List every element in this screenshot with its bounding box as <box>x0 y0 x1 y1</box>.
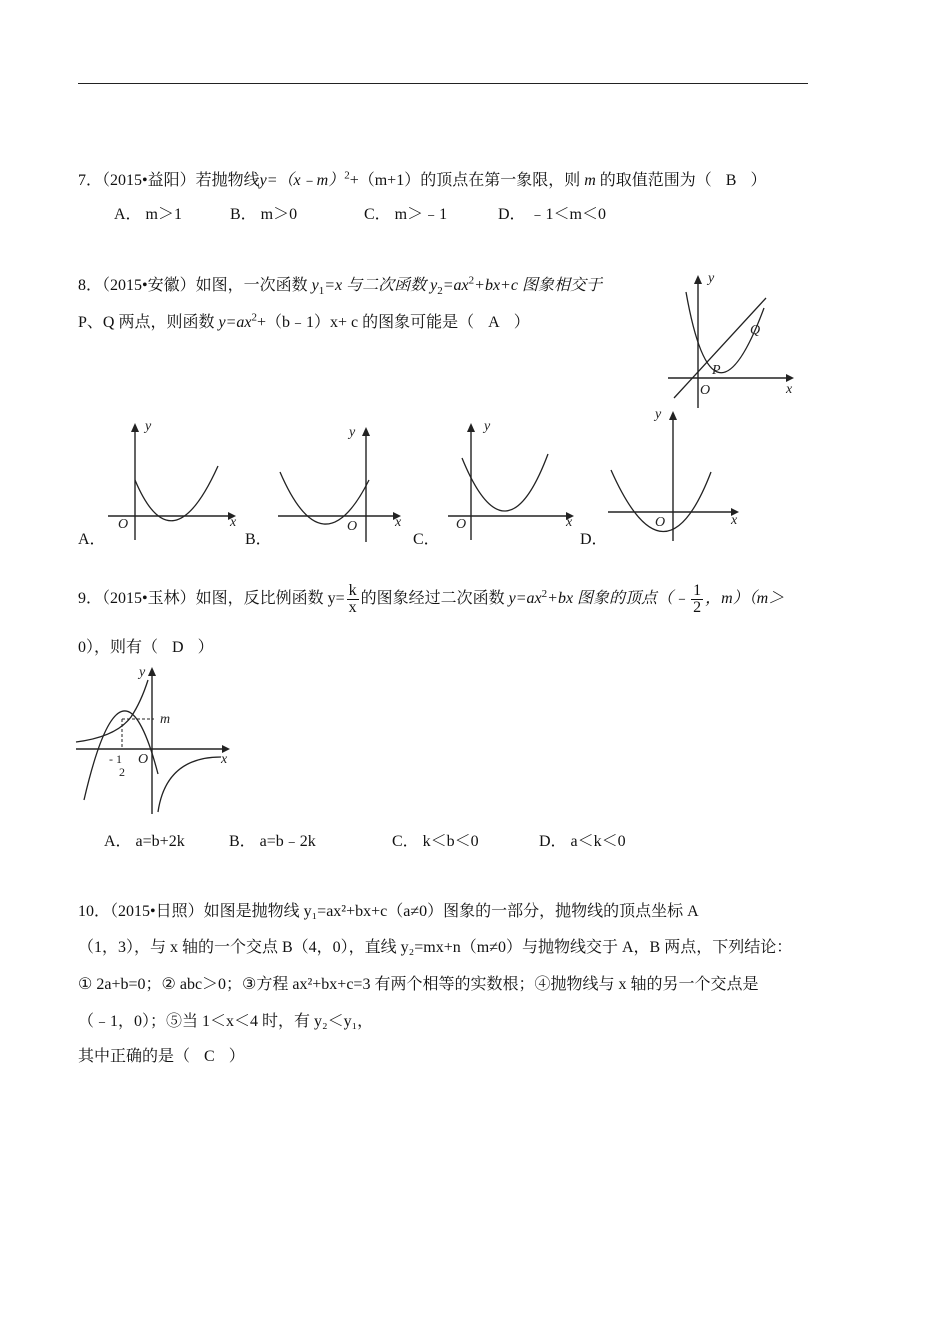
q8-stem-line2: P、Q 两点，则函数 $y=ax^2+(b﹣1)x+ c$ 的图象可能是（ A ） <box>78 311 530 331</box>
q10-line3: ① 2a+b=0；② abc＞0；③方程 ax²+bx+c=3 有两个相等的实数根；④抛物线与 x 轴的另一个交点是 <box>78 976 759 993</box>
q9-figure <box>76 662 236 817</box>
q8-graph-d-y-label: y <box>655 407 662 422</box>
q7-options <box>0 205 950 227</box>
q8-main-x-label: x <box>786 382 793 397</box>
q8-stem-line1: 8．（2015•安徽）如图，一次函数 $y_1=x$ 与二次函数 $y_2=ax^2+bx+c$ 图象相交于 <box>78 274 602 298</box>
q10-line2: （1，3），与 x 轴的一个交点 B（4，0），直线 y₂=mx+n（m≠0）与抛物线交于 A，B 两点，下列结论： <box>78 939 793 956</box>
q7-option-b: B． m＞0 <box>230 206 298 223</box>
q9-m-label: m <box>160 712 171 727</box>
q8-graph-d <box>605 406 750 546</box>
q8-option-c-label: C． <box>413 531 440 548</box>
q7-option-d: D． ﹣1＜m＜0 <box>498 206 607 223</box>
q7-option-c: C． m＞﹣1 <box>364 206 448 223</box>
q8-graph-a-x-label: x <box>230 515 237 530</box>
q8-graph-b-x-label: x <box>395 515 402 530</box>
q7-stem: 7．（2015•益阳）若抛物线y=（x﹣m）$^2$+（m+1）的顶点在第一象限，则 m 的取值范围为（ B ） <box>78 169 767 189</box>
q8-graph-a-origin-label: O <box>118 517 129 532</box>
q10-line5: 其中正确的是（ C ） <box>78 1048 245 1065</box>
q8-graph-d-x-label: x <box>731 513 738 528</box>
q9-neg-half-label: - 1 <box>109 752 122 766</box>
q9-option-c: C． k＜b＜0 <box>392 833 479 850</box>
q8-graph-c-x-label: x <box>566 515 573 530</box>
q8-main-p-label: P <box>712 363 721 378</box>
q8-graph-a <box>100 418 245 543</box>
q8-graph-b-origin-label: O <box>347 519 358 534</box>
q8-option-d-label: D． <box>580 531 608 548</box>
q9-option-d: D． a＜k＜0 <box>539 833 626 850</box>
q8-main-figure <box>668 270 803 410</box>
q9-options <box>0 832 950 854</box>
q9-option-b: B． a=b﹣2k <box>229 833 316 850</box>
q9-stem-line1: 9．（2015•玉林）如图，反比例函数 y= $\frac{k}{x}$ 的图象经过二次函数 $y=ax^2+bx$ 图象的顶点（﹣ $\frac{1}{2}$ ，m）（m＞ <box>78 582 785 616</box>
q8-graph-d-origin-label: O <box>655 515 666 530</box>
q9-fraction-half: $\frac{1}{2}$ <box>693 582 702 616</box>
q9-neg-half-denominator: 2 <box>119 765 125 779</box>
q8-graph-b <box>275 422 410 547</box>
q7-answer: B <box>725 172 737 189</box>
q10-answer: C <box>204 1048 215 1065</box>
q8-graph-b-y-label: y <box>349 425 356 440</box>
q8-graph-c-origin-label: O <box>456 517 467 532</box>
q8-graph-a-y-label: y <box>145 419 152 434</box>
q8-option-a-label: A． <box>78 531 106 548</box>
q7-option-a: A． m＞1 <box>114 206 183 223</box>
q9-option-a: A． a=b+2k <box>104 833 185 850</box>
q8-graph-c-y-label: y <box>484 419 491 434</box>
q8-answer: A <box>488 314 500 331</box>
header-rule <box>78 83 808 84</box>
q9-x-label: x <box>221 752 228 767</box>
q8-graph-c <box>440 418 580 543</box>
q8-main-q-label: Q <box>750 323 761 338</box>
q8-option-b-label: B． <box>245 531 272 548</box>
q8-main-origin-label: O <box>700 383 711 398</box>
q8-main-y-label: y <box>708 271 715 286</box>
q9-y-label: y <box>139 665 146 680</box>
q9-fraction-k-over-x: $\frac{k}{x}$ <box>348 582 357 616</box>
q10-line1: 10．（2015•日照）如图是抛物线 y₁=ax²+bx+c（a≠0）图象的一部分，抛物线的顶点坐标 A <box>78 903 699 920</box>
q10-line4: （﹣1，0）；⑤当 1＜x＜4 时，有 y₂＜y₁， <box>78 1013 374 1030</box>
q9-stem-line2: 0），则有（ D ） <box>78 639 214 656</box>
q9-origin-label: O <box>138 752 149 767</box>
q9-answer: D <box>172 639 184 656</box>
